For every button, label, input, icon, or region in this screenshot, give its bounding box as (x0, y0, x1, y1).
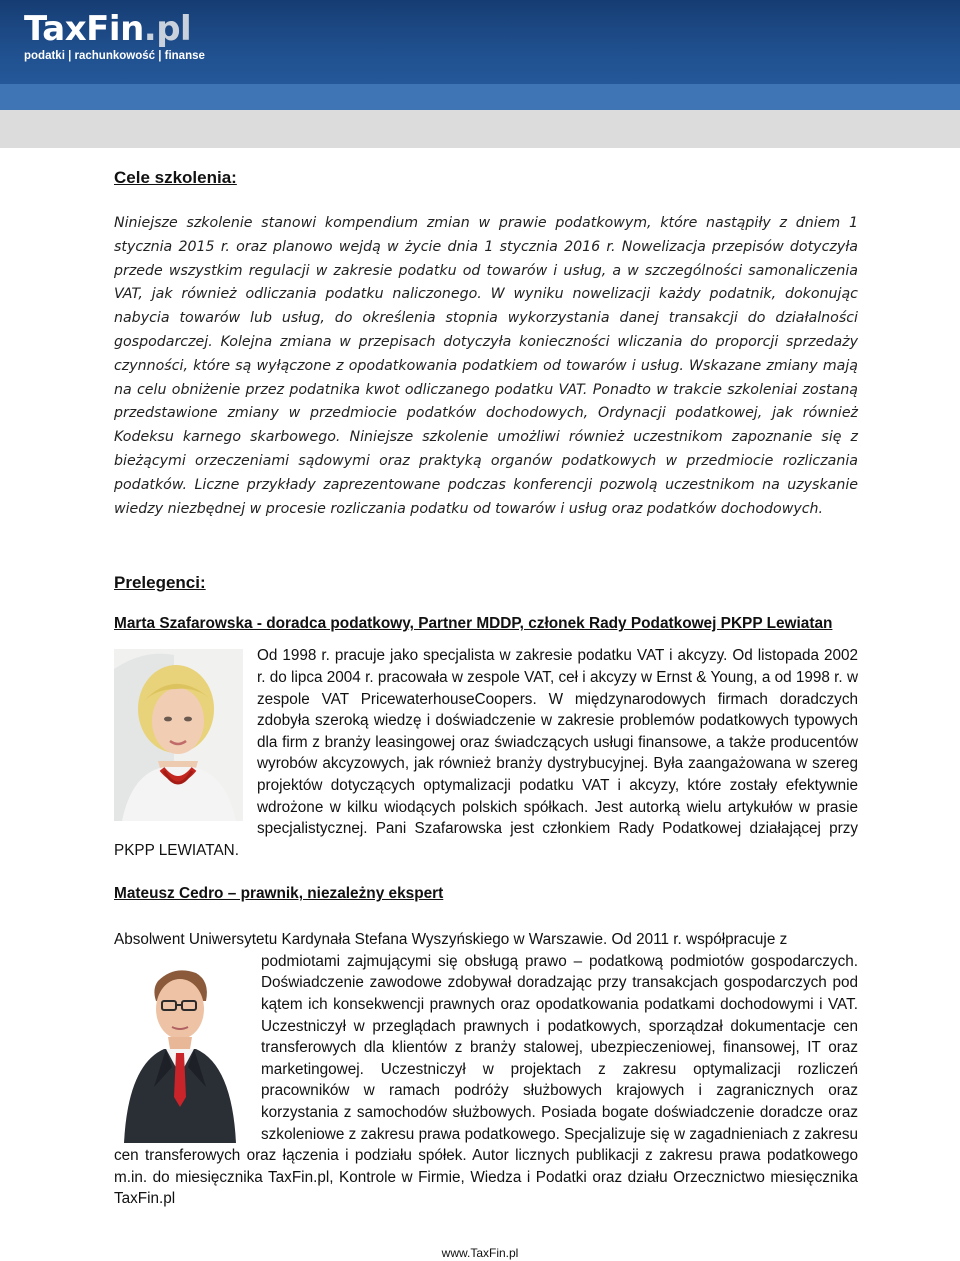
speaker-1-bio-text: Od 1998 r. pracuje jako specjalista w zakresie podatku VAT i akcyzy. Od listopada 2002 r. do lipca 2004 r. pracowała w zespole VAT, ceł i akcyzy w Ernst & Young, a od 1998 r. w zespole VAT PricewaterhouseCoopers. W międzynarodowych firmach doradczych zdobyła szeroką wiedzę i doświadczenie w zakresie problemów podatkowych typowych dla firm z branży leasingowej oraz świadczących usługi finansowe, a także producentów wyrobów akcyzowych, jak również branży dystrybucyjnej. Była zaangażowana w szereg projektów dotyczących optymalizacji podatku VAT i akcyzy, które zostały efektywnie wdrożone w kilku wiodących polskich spółkach. Jest autorką wielu artykułów w prasie specjalistycznej. Pani Szafarowska jest członkiem Rady Podatkowej działającej przy PKPP LEWIATAN. (114, 647, 858, 859)
goals-heading: Cele szkolenia: (114, 168, 237, 187)
footer-url[interactable]: www.TaxFin.pl (441, 1246, 519, 1260)
speaker-2-bio-block (114, 929, 858, 1210)
speaker-1-bio-block (114, 645, 858, 861)
speaker-2-bio-first-line: Absolwent Uniwersytetu Kardynała Stefana Wyszyńskiego w Warszawie. Od 2011 r. współpracuje z (114, 931, 788, 949)
taxfin-logo[interactable] (24, 10, 205, 62)
speaker-1-photo (114, 649, 243, 821)
logo-tagline: podatki | rachunkowość | finanse (24, 50, 205, 62)
speaker-1-name: Marta Szafarowska - doradca podatkowy, Partner MDDP, członek Rady Podatkowej PKPP Lewiatan (114, 615, 833, 633)
speakers-heading: Prelegenci: (114, 573, 206, 593)
header-blue-strip (0, 84, 960, 110)
logo-wordmark: TaxFin.pl (24, 9, 192, 49)
header-gray-strip (0, 110, 960, 148)
speaker-2-bio-text: podmiotami zajmującymi się obsługą prawo – podatkową podmiotów gospodarczych. Doświadczenie zawodowe zdobywał doradzając przy transakcjach gospodarczych pod kątem ich konsekwencji prawnych oraz opodatkowania podatkami dochodowymi i VAT. Uczestniczył w przeglądach prawnych i podatkowych, sporządzał dokumentacje cen transferowych dla klientów z branży stalowej, ubezpieczeniowej, finansowej, IT oraz marketingowej. Uczestniczył w projektach z zakresu optymalizacji rozliczeń pracowników w ramach podróży służbowych krajowych i zagranicznych oraz korzystania z samochodów służbowych. Posiada bogate doświadczenie doradcze oraz szkoleniowe z zakresu prawa podatkowego. Specjalizuje się w zagadnieniach z zakresu cen transferowych oraz łączenia i podziału spółek. Autor licznych publikacji z zakresu prawa podatkowego m.in. do miesięcznika TaxFin.pl, Kontrole w Firmie, Wiedza i Podatki oraz działu Orzecznictwo miesięcznika TaxFin.pl (114, 952, 858, 1208)
speaker-2-photo (114, 957, 245, 1143)
document-body (114, 168, 858, 1210)
goals-paragraph: Niniejsze szkolenie stanowi kompendium zmian w prawie podatkowym, które nastąpiły z dniem 1 stycznia 2015 r. oraz planowo wejdą w życie dnia 1 stycznia 2016 r. Nowelizacja przepisów dotyczyła przede wszystkim regulacji w zakresie podatku od towarów i usług, a w szczególności samonaliczenia VAT, jak również odliczania podatku naliczonego. W wyniku nowelizacji każdy podatnik, dokonując nabycia towarów lub usług, do określenia stopnia wykorzystania danej transakcji do działalności gospodarczej. Kolejna zmiana w przepisach dotyczyła konieczności wliczania do proporcji sprzedaży czynności, które są wyłączone z opodatkowania podatkiem od towarów i usług. Wskazane zmiany mają na celu obniżenie przez podatnika kwot odliczanego podatku VAT. Ponadto w trakcie szkoleniai zostaną przedstawione zmiany w przedmiocie podatków dochodowych, Ordynacji podatkowej, jak również Kodeksu karnego skarbowego. Niniejsze szkolenie umożliwi również uczestnikom zapoznanie się z bieżącymi orzeczeniami sądowymi oraz praktyką organów podatkowych w przedmiocie rozliczania podatków. Liczne przykłady zaprezentowane podczas konferencji pozwolą uczestnikom na uzyskanie wiedzy niezbędnej w procesie rozliczania podatku od towarów i usług oraz podatków dochodowych. (114, 215, 858, 517)
portrait-man-image (114, 957, 245, 1143)
speaker-2-name: Mateusz Cedro – prawnik, niezależny ekspert (114, 885, 444, 903)
portrait-woman-image (114, 649, 243, 821)
